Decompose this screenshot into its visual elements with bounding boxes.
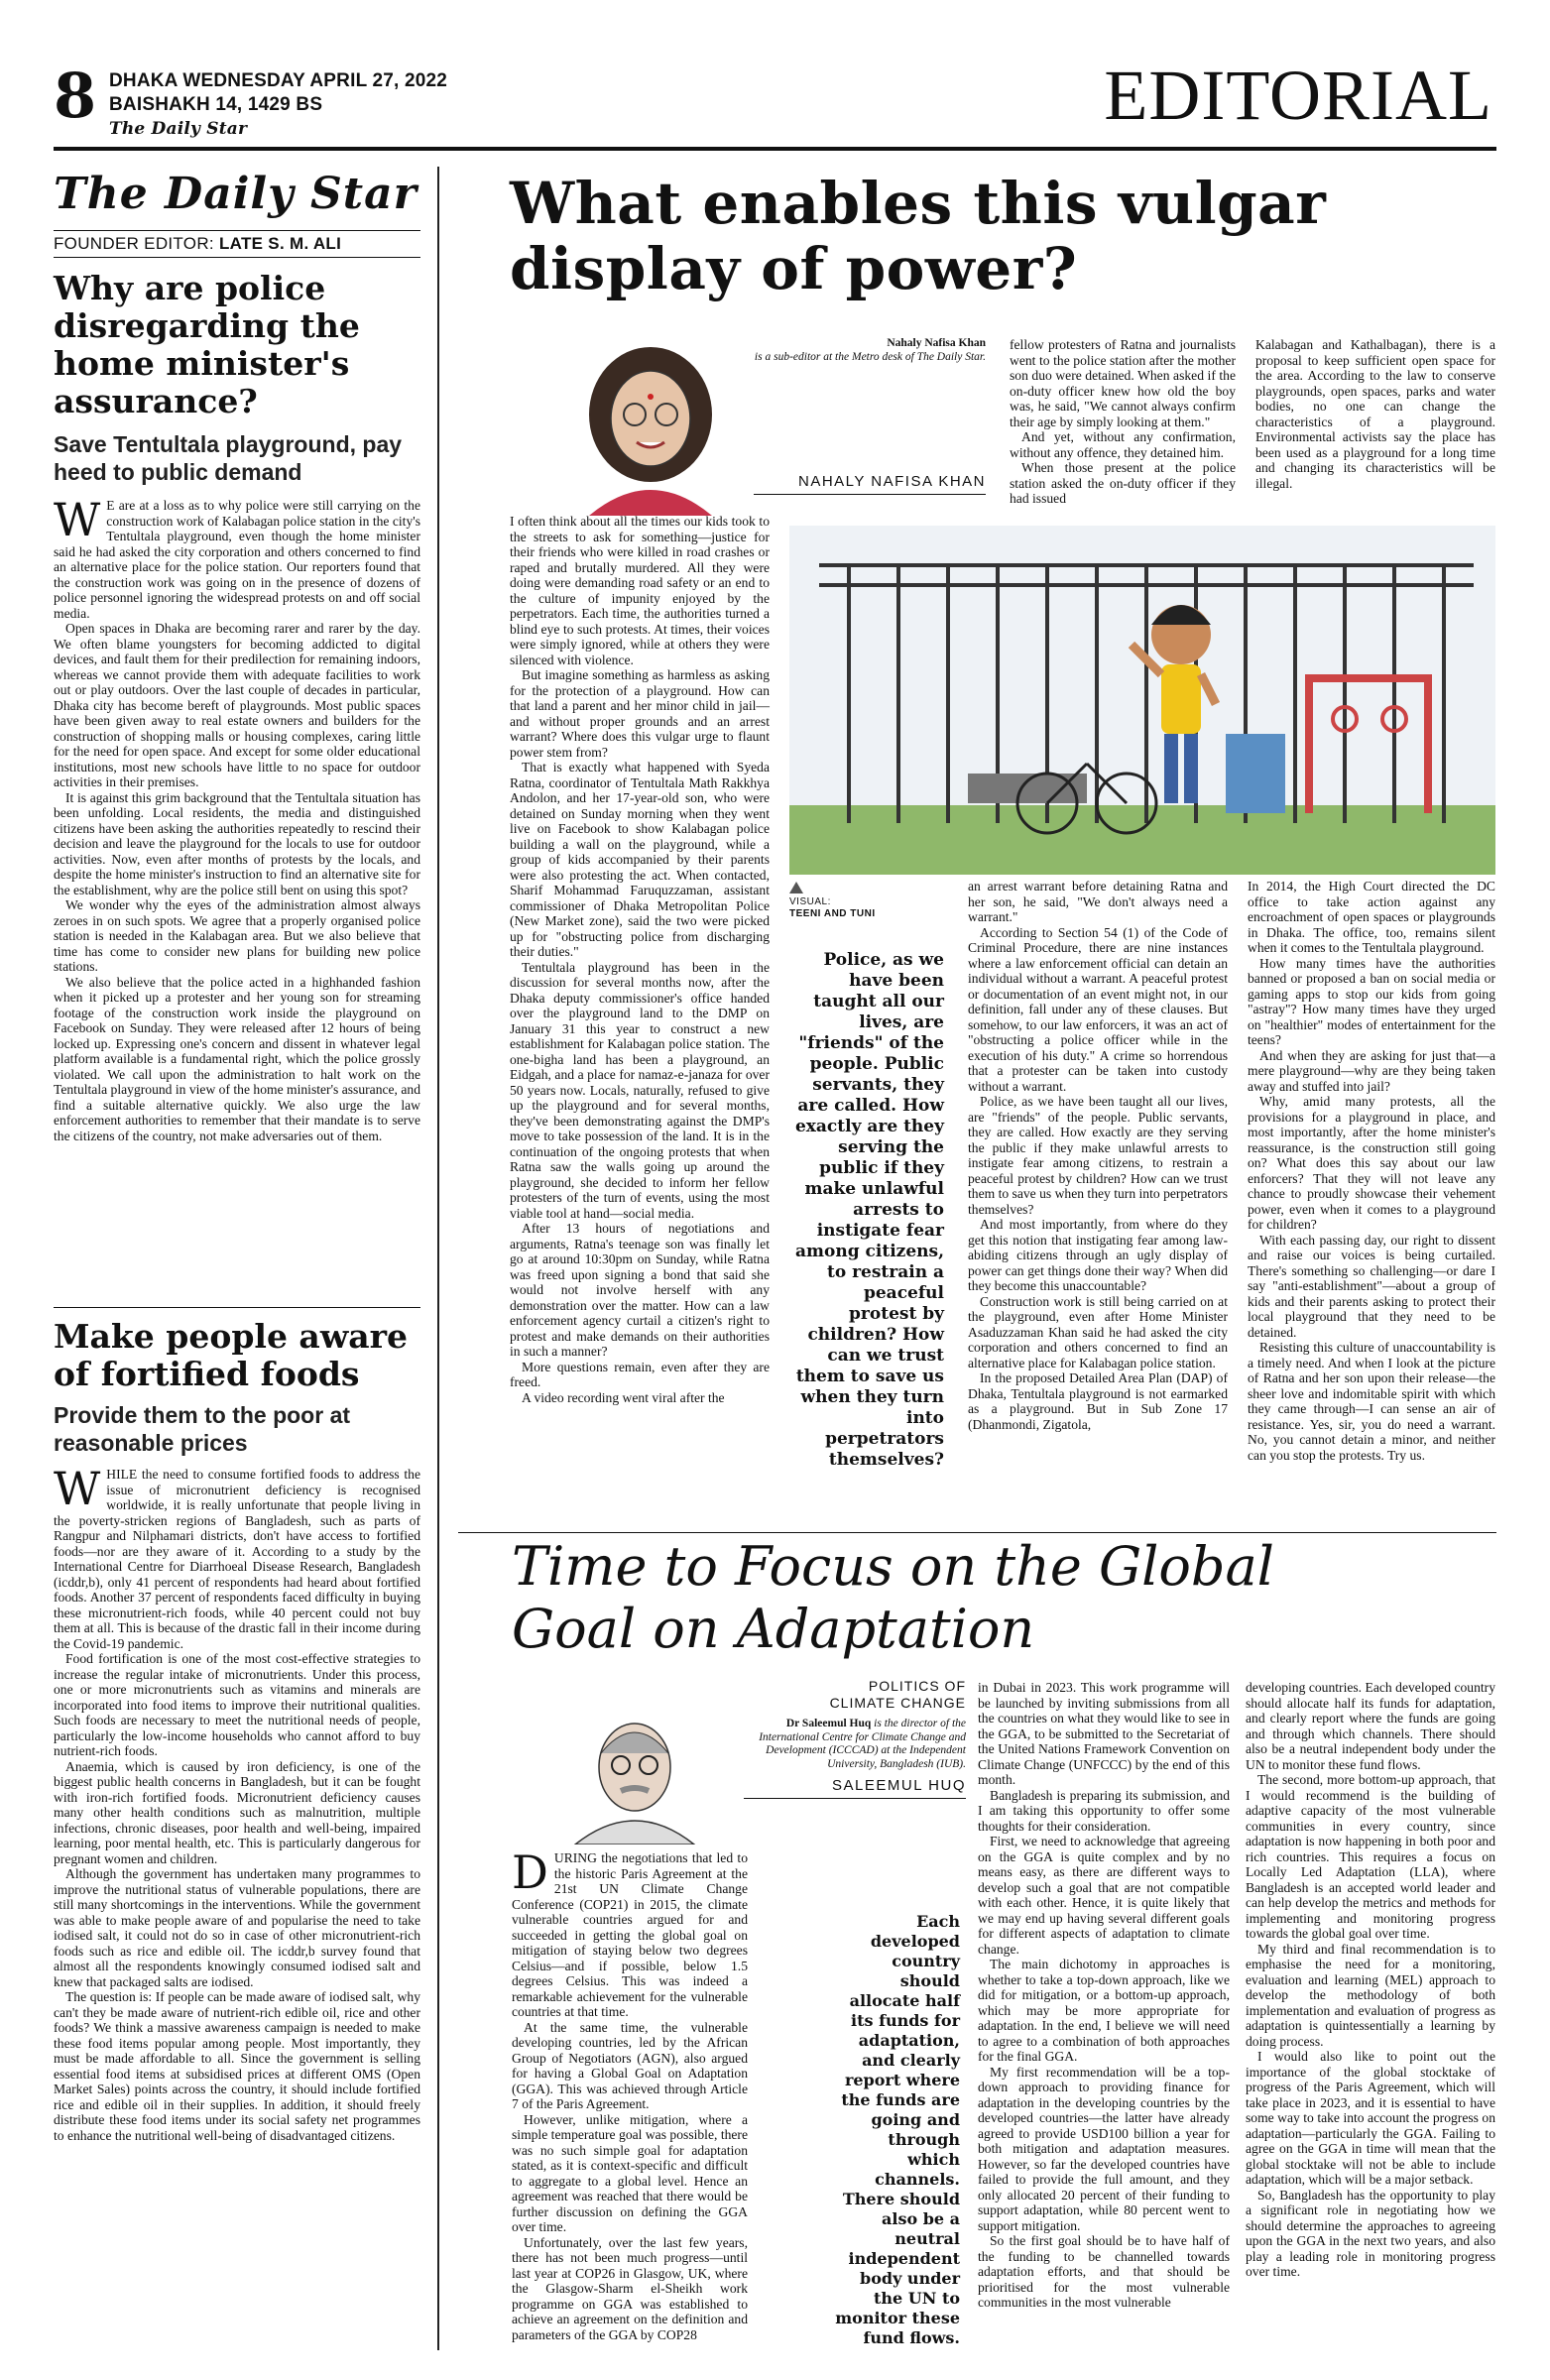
author-bio-text: is the director of the International Centre for Climate Change and Development (ICCCAD) at the Independent University, Bangladesh (IUB). [759,1718,966,1770]
article-2-title [512,1535,1503,1660]
paragraph: developing countries. Each developed country should allocate half its funds for adaptation, and clearly report where the funds are going and through which channels. There should also be a neutral independent body under the UN to monitor these fund flows. [1246,1680,1495,1772]
author-bio-text: is a sub-editor at the Metro desk of The Daily Star. [754,350,986,363]
paragraph: And when they are asking for just that—a mere playground—why are they being taken away and stuffed into jail? [1248,1047,1495,1094]
paragraph: According to Section 54 (1) of the Code of Criminal Procedure, there are nine instances where a law enforcement official can detain an individual without a warrant. A peaceful protest or documentation of an event might not, in our definition, fall under any of these clauses. But somehow, to our law enforcers, it was an act of "obstructing a police officer while in the execution of his duty." A crime so horrendous that a protester can be taken into custody without a warrant. [968,924,1228,1094]
article-1-col2-top [1010,337,1236,507]
paragraph: Although the government has undertaken many programmes to improve the nutritional status of vulnerable populations, there are still many shortcomings in the interventions. While the government was able to make people aware of and popularise the need to take iodised salt, it could not do so in case of other micronutrient-rich foods such as rice and edible oil. The icddr,b survey found that almost all the respondents knowingly consumed iodised salt and knew that packaged salts are iodised. [54,1866,420,1989]
paragraph: in Dubai in 2023. This work programme will be launched by inviting submissions from all the countries on what they would like to see in the GGA, to be submitted to the Secretariat of the United Nations Framework Convention on Climate Change (UNFCCC) by the end of this month. [978,1680,1230,1787]
dropcap: W [54,493,101,546]
article-2-col1 [512,1845,748,2342]
kicker-line: POLITICS OF [868,1678,966,1694]
paragraph: I often think about all the times our kids took to the streets to ask for something—justice for their friends who were killed in road crashes or raped and brutally murdered. All they were doing were demanding road safety or an end to the culture of impunity enjoyed by the perpetrators. Each time, the authorities turned a blind eye to such protests. At times, their voices were simply ignored, while at others they were silenced with violence. [510,514,770,667]
pullquote: Each developed country should allocate half its funds for adaptation, and clearly report where the funds are going and through which channels. There should also be a neutral independent body under the UN to monitor these fund flows. [835,1912,960,2347]
editorial-1-headline: Why are police disregarding the home minister's assurance? [54,269,360,420]
editorial-2 [54,1307,420,2143]
paragraph: So the first goal should be to have half of the funding to be channelled towards adaptation efforts, and that should be prioritised for the most vulnerable communities in the most vulnerable [978,2233,1230,2310]
editorial-2-subhead: Provide them to the poor at reasonable prices [54,1402,351,1456]
paragraph: Food fortification is one of the most cost-effective strategies to increase the regular intake of micronutrients. Under this process, one or more micronutrients such as vitamins and minerals are incorporated into food items to improve their nutritional qualities. Such foods are necessary to meet the nutritional needs of people, particularly the low-income households who cannot afford to buy nutrient-rich foods. [54,1651,420,1758]
moustache [621,1788,649,1791]
paragraph: That is exactly what happened with Syeda Ratna, coordinator of Tentultala Math Rakkhya Andolon, and her 17-year-old son, who were detained on Sunday morning when they went live on Facebook to show Kalabagan police building a wall on the playground, while a group of kids accompanied by their parents were also protesting the act. When contacted, Sharif Mohammad Faruquzzaman, assistant commissioner of Dhaka Metropolitan Police (New Market zone), said the two were picked up for "obstructing police from discharging their duties." [510,760,770,959]
paragraph: In 2014, the High Court directed the DC office to take action against any encroachment of open spaces or playgrounds in Dhaka. The office, too, remains silent when it comes to the Tentultala playground. [1248,879,1495,955]
kicker-line: CLIMATE CHANGE [829,1695,966,1711]
paragraph: So, Bangladesh has the opportunity to play a significant role in negotiating how we should determine the approaches to agreeing upon the GGA in the next two years, and also play a leading role in monitoring progress over time. [1246,2187,1495,2279]
credit-name: TEENI AND TUNI [789,908,876,919]
paragraph: But imagine something as harmless as asking for the protection of a playground. How can that land a parent and her minor child in jail—and without proper grounds and an arrest warrant? Where does this vulgar urge to flaunt power stem from? [510,667,770,760]
paragraph: We wonder why the eyes of the administration almost always zeroes in on such spots. We agree that a properly organised police station is needed in the Kalabagan area. But we also believe that time has come to consider new plans for building new police stations. [54,897,420,974]
paragraph: HILE the need to consume fortified foods to address the issue of micronutrient deficiency is recognised worldwide, it is really unfortunate that people living in the poverty-stricken regions of Bangladesh, such as parts of Rangpur and Nilphamari districts, don't have access to fortified foods—nor are they aware of it. According to a study by the International Centre for Diarrhoeal Disease Research, Bangladesh (icddr,b), only 41 percent of respondents had heard about fortified foods. Another 37 percent of respondents faced difficulty in buying these micronutrient-rich foods, while 40 percent could not buy them at all. This is because of the drastic fall in their income during the Covid-19 pandemic. [54,1467,420,1651]
paragraph: My third and final recommendation is to emphasise the need for a monitoring, evaluation and learning (MEL) approach to develop the methodology of both implementation and evaluation of progress as adaptation is quintessentially a learning by doing process. [1246,1941,1495,2049]
paragraph: However, unlike mitigation, where a simple temperature goal was possible, there was no such simple goal for adaptation stated, as it is context-specific and difficult to aggregate to a global level. Hence an agreement was reached that there would be further discussion on defining the GGA over time. [512,2111,748,2234]
editorial-2-body [54,1462,420,2143]
paragraph: The second, more bottom-up approach, that I would recommend is the building of adaptive capacity of the most vulnerable communities in every country, since adaptation is now happening in both poor and rich countries. This requires a focus on Locally Led Adaptation (LLA), where Bangladesh is an accepted world leader and can help develop the metrics and methods for implementing and monitoring progress towards the global goal over time. [1246,1772,1495,1941]
author-2-portrait [555,1706,714,1844]
title-line: What enables this vulgar [510,170,1327,237]
founder-line [54,230,420,258]
article-1-col1 [510,514,770,1405]
pullquote: Police, as we have been taught all our lives, are "friends" of the people. Public servants, they are called. How exactly are they serving the public if they make unlawful arrests to instigate fear among citizens, to restrain a peaceful protest by children? How can we trust them to save us when they turn into perpetrators themselves? [794,950,944,1470]
founder-label: FOUNDER EDITOR: [54,234,214,253]
paragraph: The main dichotomy in approaches is whether to take a top-down approach, like we did for mitigation, or a bottom-up approach, which may be more appropriate for adaptation. In the end, I believe we will need to agree to a combination of both approaches for the final GGA. [978,1957,1230,2064]
editorial-1 [54,270,420,1143]
dropcap: D [512,1845,548,1899]
article-1-col3-top [1255,337,1495,491]
paragraph: It is against this grim background that the Tentultala situation has been unfolding. Local residents, the media and distinguished citizens have been asking the authorities repeatedly to rescind their decision and leave the playground for the locals to use for outdoor activities. Now, even after months of protests by the locals, and despite the home minister's instruction to find an alternative site for the establishment, why are the police still bent on using this spot? [54,789,420,897]
author-name: Nahaly Nafisa Khan [887,337,986,349]
paragraph: At the same time, the vulnerable developing countries, led by the African Group of Negotiators (AGN), also argued for having a Global Goal on Adaptation (GGA). This was achieved through Article 7 of the Paris Agreement. [512,2019,748,2111]
shoulders [589,490,712,516]
dateline [109,69,447,141]
article-divider [458,1532,1496,1533]
credit-label: VISUAL: [789,896,831,907]
paragraph: Construction work is still being carried on at the playground, even after Home Minister Asaduzzaman Khan said he had asked the city corporation and others concerned to find an alternative place for Kalabagan police station. [968,1293,1228,1370]
column-divider [437,167,439,2350]
paragraph: Open spaces in Dhaka are becoming rarer and rarer by the day. We often blame youngsters for becoming addicted to digital devices, and fault them for their predilection for remaining indoors, whereas we cannot provide them with adequate facilities to work out or play outdoors. Over the last couple of decades in particular, Dhaka city has become bereft of playgrounds. Most public spaces have been given away to real estate owners and builders for the construction of shopping malls or housing complexes, caring little for the need for open space. And except for some older educational institutions, most new schools have little to no space for outdoor activities in their premises. [54,621,420,789]
bangla-date: BAISHAKH 14, 1429 BS [109,94,323,115]
paragraph: First, we need to acknowledge that agreeing on the GGA is quite complex and by no means easy, as there are different ways to develop such a goal that are not compatible with each other. Hence, it is quite likely that we may end up having several different goals for different aspects of adaptation to climate change. [978,1834,1230,1957]
paragraph: My first recommendation will be a top-down approach to providing finance for adaptation in the developing countries by the developed countries—the latter have already agreed to provide USD100 billion a year for both mitigation and adaptation measures. However, so far the developed countries have failed to provide the full amount, and they only allocated 20 percent of their funding to support adaptation, while 80 percent went to support mitigation. [978,2064,1230,2233]
masthead-logo: The Daily Star [54,169,417,219]
paragraph: URING the negotiations that led to the historic Paris Agreement at the 21st UN Climate Change Conference (COP21) in 2015, the climate vulnerable countries argued for and succeeded in getting the global goal on mitigation of staying below two degrees Celsius—and if possible, below 1.5 degrees Celsius. This was indeed a remarkable achievement for the vulnerable countries at that time. [512,1850,748,2019]
article-2-col2 [978,1680,1230,2311]
header-rule [54,147,1496,151]
article-1-title [510,171,1501,301]
section-label: EDITORIAL [1104,56,1492,135]
face [611,371,690,466]
paragraph: The question is: If people can be made aware of iodised salt, why can't they be made aware of nutrient-rich edible oil, rice and other foods? We think a massive awareness campaign is needed to make these food items popular among people. Most importantly, they must be made affordable to all. Since the government is selling essential food items at subsidised prices at different OMS (Open Market Sales) points across the country, it should include fortified rice and edible oil in their supplies. In addition, it should freely distribute these food items under its social safety net programmes to enhance the nutritional well-being of disadvantaged citizens. [54,1989,420,2143]
paragraph: A video recording went viral after the [522,1389,725,1405]
title-line: display of power? [510,235,1078,302]
editorial-1-subhead: Save Tentultala playground, pay heed to public demand [54,431,403,485]
paragraph: an arrest warrant before detaining Ratna and her son, he said, "We don't always need a warrant." [968,879,1228,924]
paragraph: Police, as we have been taught all our lives, are "friends" of the people. Public servants, they are called. How exactly are they serving the public if they make unlawful arrests to instigate fear among citizens, to restrain a peaceful protest by children? How can we trust them to save us when they turn into perpetrators themselves? [968,1094,1228,1217]
byline: SALEEMUL HUQ [744,1777,966,1799]
bindi [648,394,654,400]
paragraph: E are at a loss as to why police were still carrying on the construction work of Kalabagan police station in the city's Tentultala playground, even though the home minister said he had asked the city corporation and others concerned to find an alternative place for the police station. Our reporters found that the construction work was going on in the presence of dozens of police personnel ignoring the widespread protests on and off social media. [54,498,420,621]
paragraph: In the proposed Detailed Area Plan (DAP) of Dhaka, Tentultala playground is not earmarked as a playground. But in Sub Zone 17 (Dhanmondi, Zigatola, [968,1370,1228,1432]
illustration-credit [789,896,908,920]
editorial-2-headline: Make people aware of fortified foods [54,1317,408,1393]
paragraph: Resisting this culture of unaccountability is a timely need. And when I look at the picture of Ratna and her son upon their release—the sheer love and indomitable spirit with which they came through—I can sense an air of resistance. Yes, sir, you do need a warrant. No, you cannot detain a minor, and neither can you stop the protests. Try us. [1248,1340,1495,1463]
paragraph: More questions remain, even after they are freed. [510,1359,770,1389]
editorial-1-body [54,493,420,1143]
shoulders [575,1821,694,1844]
article-2-col3 [1246,1680,1495,2280]
article-1-col2-bottom [968,879,1228,1432]
author-bio [754,337,986,364]
date-line: DHAKA WEDNESDAY APRIL 27, 2022 [109,70,448,91]
author-bio [744,1718,966,1771]
author-portrait [559,335,738,516]
header-brand: The Daily Star [109,119,248,139]
author-name: Dr Saleemul Huq [785,1718,872,1729]
paragraph: And yet, without any confirmation, without any offence, they detained him. [1010,429,1236,460]
paragraph: How many times have the authorities banned or proposed a ban on social media or gaming apps to stop our kids from going "astray"? How many times have they urged on "healthier" modes of entertainment for the teens? [1248,955,1495,1047]
paragraph: Unfortunately, over the last few years, there has not been much progress—until last year at COP26 in Glasgow, UK, where the Glasgow-Sharm el-Sheikh work programme on GGA was established to achieve an agreement on the definition and parameters of the GGA by COP28 [512,2234,748,2342]
credit-arrow-icon [789,879,829,889]
grass [789,805,1495,875]
dropcap: W [54,1462,101,1515]
paragraph: We also believe that the police acted in a highhanded fashion when it picked up a protester and her young son for streaming footage of the construction work inside the playground on Facebook on Sunday. They were released after 12 hours of being locked up. Expressing one's concern and dissent in whatever legal platform available is a fundamental right, which the police grossly violated. We call upon the administration to halt work on the Tentultala playground in view of the home minister's assurance, and find a suitable alternative quickly. We also urge the law enforcement authorities to remember that their mandate is to serve the citizens of the country, not make adversaries out of them. [54,974,420,1143]
paragraph: I would also like to point out the importance of the global stocktake of progress of the Paris Agreement, which will take place in 2023, and it is essential to have some way to take into account the progress on adaptation—particularly the GGA. Failing to agree on the GGA in time will mean that the global stocktake will not be able to include adaptation, which will be a major setback. [1246,2049,1495,2187]
paragraph: Anaemia, which is caused by iron deficiency, is one of the biggest public health concerns in Bangladesh, but it can be fought with iron-rich fortified foods. Micronutrient deficiency causes many other health conditions such as malnutrition, multiple infections, chronic diseases, poor health and well-being, impaired learning, poor mental health, etc. This is particularly dangerous for pregnant women and children. [54,1758,420,1866]
paragraph: With each passing day, our right to dissent and raise our voices is being curtailed. There's something so challenging—or dare I say "anti-establishment"—about a group of kids and their parents asking to protect their local playground that they need to be detained. [1248,1232,1495,1340]
paragraph: When those present at the police station asked the on-duty officer if they had issued [1010,460,1236,506]
title-line: Time to Focus on the Global [512,1535,1274,1598]
paragraph: Why, amid many protests, all the provisions for a playground in place, and most importantly, after the home minister's reassurance, is the construction still going on? What does this say about our law enforcers? That they will not leave any chance to proudly showcase their vehement power, even when it comes to a playground for children? [1248,1094,1495,1232]
paragraph: After 13 hours of negotiations and arguments, Ratna's teenage son was finally let go at around 10:30pm on Sunday, while Ratna was freed upon signing a bond that said she would not involve herself with any demonstration over the matter. How can a law enforcement agency curtail a citizen's right to protest and make demands on their authorities in such a manner? [510,1221,770,1359]
paragraph: And most importantly, from where do they get this notion that instigating fear among law-abiding citizens through an ugly display of power can get things done their way? When did they become this unaccountable? [968,1217,1228,1293]
page-number: 8 [54,60,97,132]
byline: NAHALY NAFISA KHAN [754,473,986,495]
title-line: Goal on Adaptation [512,1598,1035,1660]
illustration-playground [789,526,1495,875]
paragraph: fellow protesters of Ratna and journalists went to the police station after the mother son duo were detained. When asked if the on-duty officer knew how old the boy was, he said, "We cannot always confirm their age by simply looking at them." [1010,337,1236,429]
paragraph: Tentultala playground has been in the discussion for several months now, after the Dhaka deputy commissioner's office handed over the playground land to the DMP on January 31 this year to construct a new establishment for Kalabagan police station. The one-bigha land has been a playground, an Eidgah, and a place for namaz-e-janaza for over 50 years now. Locals, naturally, refused to give up the playground and for several months, they've been demonstrating against the DMP's move to take possession of the land. It is in the continuation of the ongoing protests that when Ratna saw the walls going up around the playground, she decided to inform her fellow protesters of the turn of events, using the most viable tool at hand—social media. [510,959,770,1221]
article-1-col3-bottom [1248,879,1495,1463]
paragraph: Bangladesh is preparing its submission, and I am taking this opportunity to offer some thoughts for their consideration. [978,1787,1230,1834]
paragraph: Kalabagan and Kathalbagan), there is a proposal to keep sufficient open space for the area. According to the law to conserve playgrounds, open spaces, parks and water bodies, no one can change the characteristics of a playground. Environmental activists say the place has been used as a playground for a long time and changing its characteristics will be illegal. [1255,337,1495,491]
article-1-author [754,337,986,495]
founder-name: LATE S. M. ALI [218,234,342,253]
